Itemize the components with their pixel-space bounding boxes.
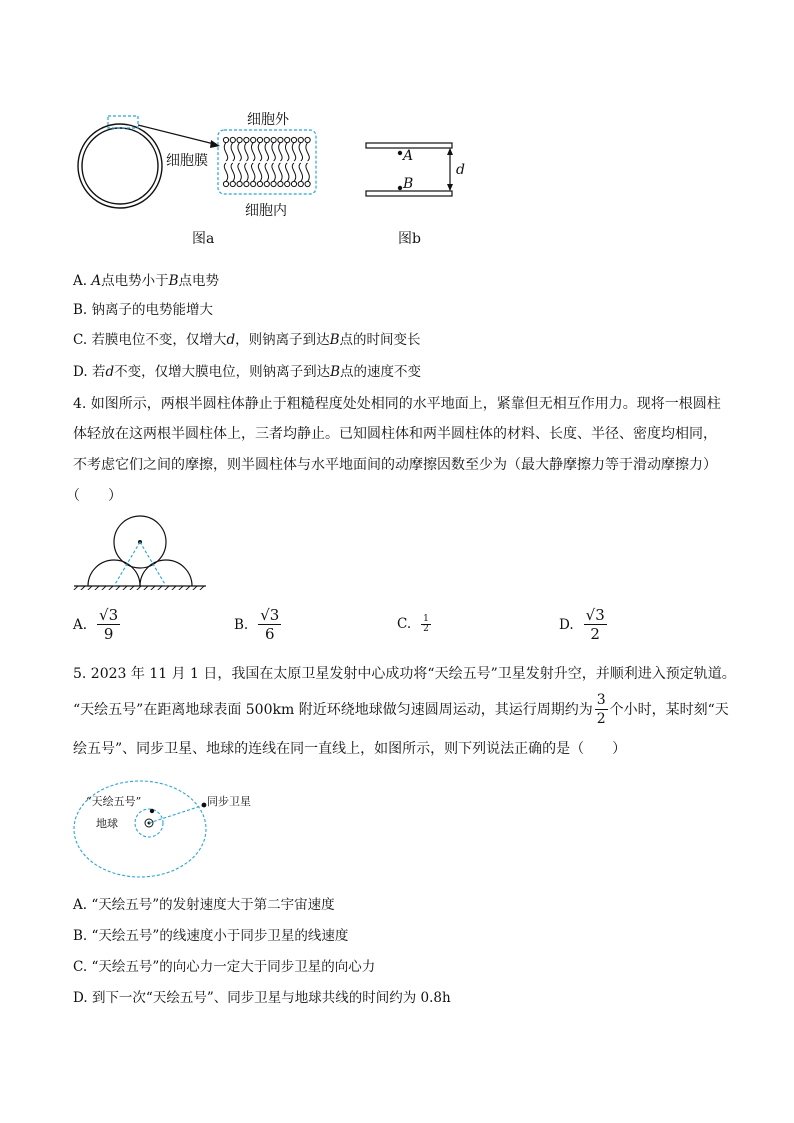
q4-stem-line2: 体轻放在这两根半圆柱体上，三者均静止。已知圆柱体和两半圆柱体的材料、长度、半径、密度均相同， (73, 426, 717, 442)
phospholipid-tail (238, 143, 241, 161)
q4-stem-line3: 不考虑它们之间的摩擦，则半圆柱体与水平地面间的动摩擦因数至少为（最大静摩擦力等于滑动摩擦力） (73, 457, 717, 473)
phospholipid-head (298, 181, 303, 186)
fig-a-caption: 图a (192, 231, 215, 247)
q5-fig-earth-label: 地球 (96, 817, 118, 830)
q3-option-a[interactable]: A. A点电势小于B点电势 (73, 273, 220, 289)
phospholipid-head (278, 181, 283, 186)
fig-b-point-a: A (403, 148, 414, 164)
q5-option-a[interactable]: A. “天绘五号”的发射速度大于第二宇宙速度 (73, 897, 335, 913)
sync-satellite-dot (202, 803, 207, 808)
phospholipid-head (237, 137, 242, 142)
q4-figure (70, 510, 210, 590)
phospholipid-head (230, 181, 235, 186)
phospholipid-head (257, 137, 262, 142)
phospholipid-tail (272, 143, 275, 161)
fig-a-membrane-label: 细胞膜 (166, 153, 208, 169)
q5-stem-line1: 5. 2023 年 11 月 1 日，我国在太原卫星发射中心成功将“天绘五号”卫星发射升空，并顺利进入预定轨道。 (73, 666, 736, 682)
tianhui-dot (150, 809, 154, 813)
membrane-zoom-box (218, 130, 316, 194)
phospholipid-tail (231, 143, 234, 161)
q4-option-a[interactable]: A. $\frac{√3}{9}$ (73, 606, 119, 643)
phospholipid-tail (272, 163, 275, 181)
phospholipid-tail (224, 163, 227, 181)
q3-option-c[interactable]: C. 若膜电位不变，仅增大d，则钠离子到达B点的时间变长 (73, 332, 421, 348)
phospholipid-tail (279, 143, 282, 161)
cell-outer-circle (78, 124, 162, 208)
distance-arrow-head-bottom (447, 184, 453, 191)
dashed-line-right (140, 542, 166, 586)
phospholipid-tail (238, 163, 241, 181)
phospholipid-head (291, 181, 296, 186)
phospholipid-head (251, 181, 256, 186)
phospholipid-head (264, 137, 269, 142)
phospholipid-head (271, 137, 276, 142)
phospholipid-head (237, 181, 242, 186)
phospholipid-tail (224, 143, 227, 161)
phospholipid-tail (265, 143, 268, 161)
phospholipid-head (251, 137, 256, 142)
q4-option-c[interactable]: C. $\frac{1}{2}$ (397, 613, 429, 634)
phospholipid-tail (251, 143, 254, 161)
phospholipid-tail (251, 163, 254, 181)
phospholipid-head (298, 137, 303, 142)
phospholipid-tail (245, 143, 248, 161)
phospholipid-tail (306, 163, 309, 181)
phospholipid-bilayer (223, 137, 310, 186)
q5-option-b[interactable]: B. “天绘五号”的线速度小于同步卫星的线速度 (73, 928, 349, 944)
phospholipid-head (271, 181, 276, 186)
fig-b-point-b: B (403, 176, 414, 192)
q5-figure (70, 775, 220, 885)
q4-option-d[interactable]: D. $\frac{√3}{2}$ (559, 606, 605, 643)
phospholipid-head (244, 181, 249, 186)
q4-stem-line1: 4. 如图所示，两根半圆柱体静止于粗糙程度处处相同的水平地面上，紧靠但无相互作用力。现将一根圆柱 (73, 396, 721, 412)
phospholipid-tail (299, 143, 302, 161)
fig-a-inside-label: 细胞内 (245, 203, 287, 219)
phospholipid-tail (279, 163, 282, 181)
distance-arrow-head-top (447, 148, 453, 155)
phospholipid-head (244, 137, 249, 142)
fig-b-caption: 图b (398, 231, 421, 247)
phospholipid-tail (306, 143, 309, 161)
dashed-line-left (114, 542, 140, 586)
phospholipid-tail (258, 163, 261, 181)
q5-option-c[interactable]: C. “天绘五号”的向心力一定大于同步卫星的向心力 (73, 959, 376, 975)
phospholipid-head (230, 137, 235, 142)
phospholipid-head (264, 181, 269, 186)
phospholipid-tail (265, 163, 268, 181)
q5-fig-sync-label: 同步卫星 (207, 795, 251, 808)
right-half-cylinder (140, 560, 192, 586)
left-half-cylinder (88, 560, 140, 586)
phospholipid-head (278, 137, 283, 142)
phospholipid-head (257, 181, 262, 186)
fig-b-distance: d (456, 162, 465, 178)
q5-stem-line2: “天绘五号”在距离地球表面 500km 附近环绕地球做匀速圆周运动，其运行周期约为 $\frac{3}{2}$ 个小时，某时刻“天 (73, 692, 729, 727)
phospholipid-head (223, 181, 228, 186)
q3-option-b[interactable]: B. 钠离子的电势能增大 (73, 302, 214, 318)
cell-inner-circle (82, 128, 158, 204)
q5-stem-line3: 绘五号”、同步卫星、地球的连线在同一直线上，如图所示，则下列说法正确的是（ ） (73, 741, 627, 757)
phospholipid-tail (299, 163, 302, 181)
phospholipid-head (285, 181, 290, 186)
phospholipid-tail (285, 163, 288, 181)
q5-fig-tianhui-label: “天绘五号” (86, 795, 142, 808)
point-a-dot (398, 151, 402, 155)
q5-option-d[interactable]: D. 到下一次“天绘五号”、同步卫星与地球共线的时间约为 0.8h (73, 990, 451, 1006)
phospholipid-tail (285, 143, 288, 161)
phospholipid-head (291, 137, 296, 142)
q4-option-b[interactable]: B. $\frac{√3}{6}$ (234, 606, 280, 643)
phospholipid-tail (231, 163, 234, 181)
phospholipid-tail (292, 143, 295, 161)
q3-option-d[interactable]: D. 若d不变，仅增大膜电位，则钠离子到达B点的速度不变 (73, 364, 422, 380)
phospholipid-head (223, 137, 228, 142)
point-b-dot (398, 186, 402, 190)
phospholipid-head (285, 137, 290, 142)
phospholipid-head (305, 181, 310, 186)
q4-stem-line4: （ ） (66, 488, 122, 504)
phospholipid-tail (258, 143, 261, 161)
phospholipid-head (305, 137, 310, 142)
fig-a-outside-label: 细胞外 (247, 112, 289, 128)
phospholipid-tail (245, 163, 248, 181)
alignment-line (149, 805, 204, 823)
phospholipid-tail (292, 163, 295, 181)
